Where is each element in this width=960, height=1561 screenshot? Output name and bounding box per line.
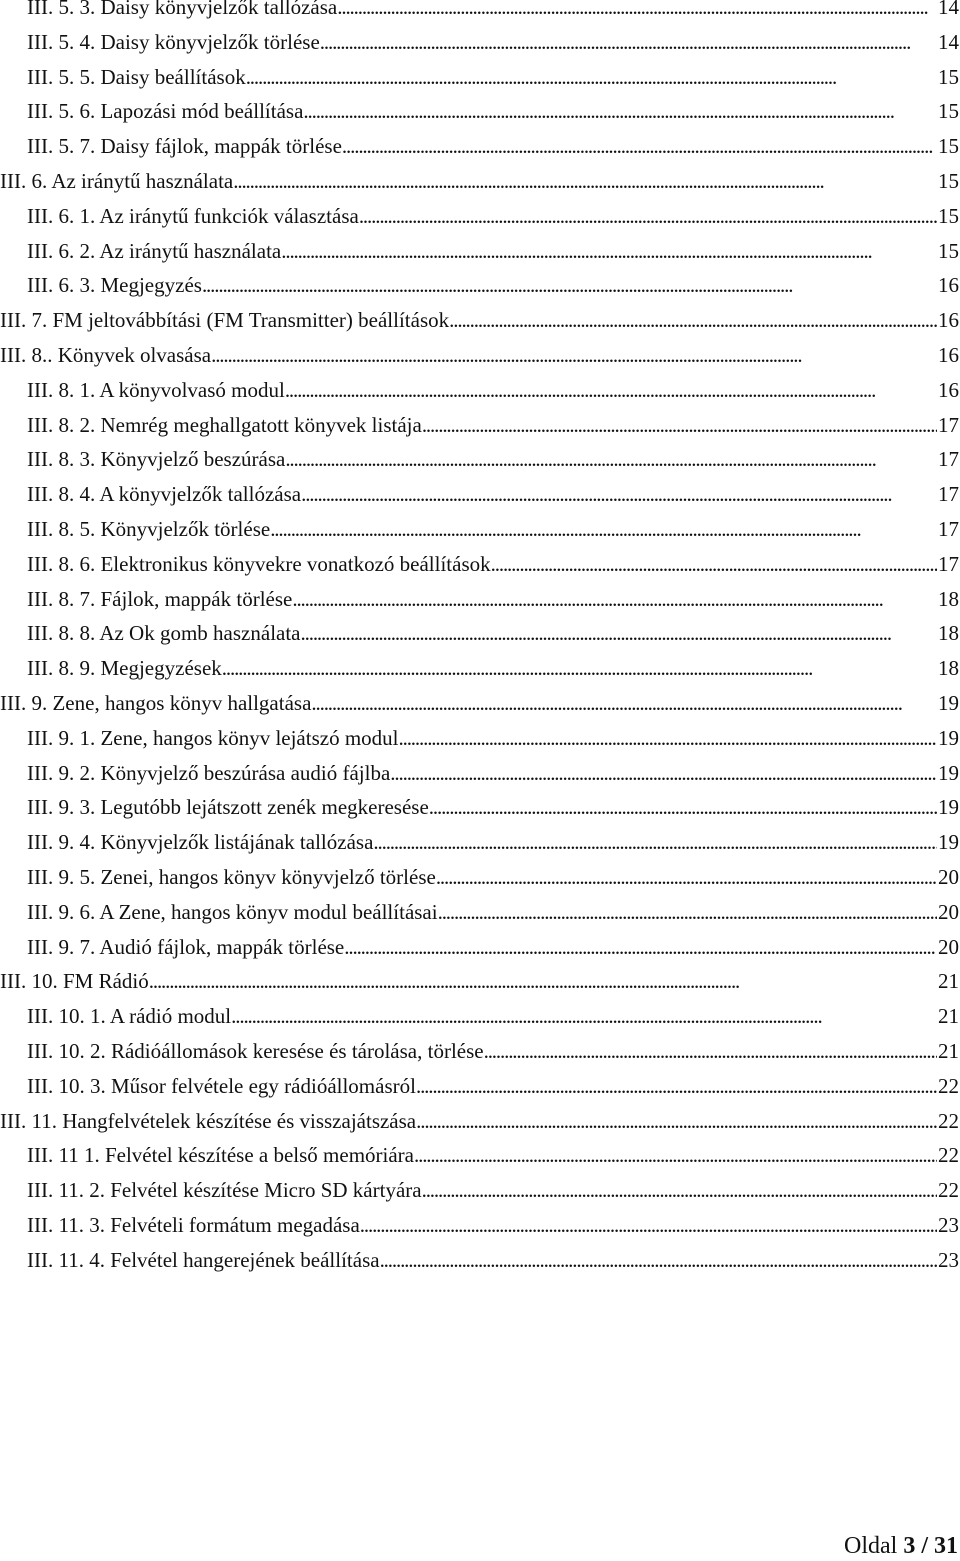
- toc-entry-page-number: 21: [938, 1038, 959, 1063]
- dot-leader: [202, 272, 937, 298]
- toc-entry-title: III. 9. 7. Audió fájlok, mappák törlése: [27, 934, 345, 959]
- toc-entry-title: III. 9. 5. Zenei, hangos könyv könyvjelző törlése: [27, 864, 436, 889]
- toc-entry-title: III. 8. 8. Az Ok gomb használata: [27, 621, 301, 646]
- toc-entry-page-number: 17: [938, 482, 959, 507]
- dot-leader: [390, 760, 937, 786]
- toc-entry-title: III. 8. 6. Elektronikus könyvekre vonatkozó beállítások: [27, 551, 491, 576]
- toc-entry-page-number: 19: [938, 830, 959, 855]
- dot-leader: [422, 1177, 937, 1203]
- toc-entry-title: III. 7. FM jeltovábbítási (FM Transmitter) beállítások: [0, 308, 450, 333]
- toc-entry-title: III. 6. Az iránytű használata: [0, 168, 234, 193]
- dot-leader: [416, 1108, 937, 1134]
- toc-entry-page-number: 14: [937, 0, 960, 20]
- toc-entry-title: III. 8. 3. Könyvjelző beszúrása: [27, 447, 286, 472]
- dot-leader: [222, 655, 937, 681]
- toc-entry-title: III. 6. 1. Az iránytű funkciók választása: [27, 203, 359, 228]
- toc-entry-page-number: 20: [938, 899, 959, 924]
- dot-leader: [270, 516, 937, 542]
- dot-leader: [246, 64, 937, 90]
- toc-entry-page-number: 17: [938, 516, 959, 541]
- toc-entry-page-number: 15: [938, 64, 959, 89]
- toc-entry-title: III. 11. 4. Felvétel hangerejének beállítása: [27, 1247, 380, 1272]
- dot-leader: [233, 168, 937, 194]
- toc-entry-title: III. 9. 1. Zene, hangos könyv lejátszó modul: [27, 725, 399, 750]
- footer-prefix: Oldal: [844, 1533, 904, 1559]
- dot-leader: [281, 238, 937, 264]
- toc-entry-page-number: 19: [938, 795, 959, 820]
- toc-entry-page-number: 17: [938, 447, 959, 472]
- footer-separator: /: [915, 1533, 934, 1559]
- toc-entry-title: III. 8. 4. A könyvjelzők tallózása: [27, 482, 302, 507]
- toc-entry-page-number: 17: [938, 551, 959, 576]
- toc-entry-page-number: 15: [938, 203, 959, 228]
- toc-entry-page-number: 23: [938, 1212, 959, 1237]
- toc-entry-page-number: 18: [938, 621, 959, 646]
- toc-entry-title: III. 11. Hangfelvételek készítése és visszajátszása: [0, 1108, 417, 1133]
- toc-entry-page-number: 22: [938, 1143, 959, 1168]
- toc-entry-page-number: 16: [938, 308, 959, 333]
- toc-entry-page-number: 18: [938, 656, 959, 681]
- toc-entry-title: III. 9. 3. Legutóbb lejátszott zenék megkeresése: [27, 795, 429, 820]
- toc-entry-title: III. 11. 2. Felvétel készítése Micro SD kártyára: [27, 1178, 422, 1203]
- toc-entry-title: III. 9. 6. A Zene, hangos könyv modul beállításai: [27, 899, 438, 924]
- toc-entry-page-number: 20: [938, 934, 959, 959]
- dot-leader: [320, 29, 937, 55]
- dot-leader: [303, 98, 937, 124]
- dot-leader: [416, 1073, 937, 1099]
- toc-entry-title: III. 10. 2. Rádióállomások keresése és tárolása, törlése: [27, 1038, 484, 1063]
- toc-entry-page-number: 15: [938, 238, 959, 263]
- footer-current-page: 3: [903, 1533, 916, 1559]
- toc-entry-title: III. 10. 1. A rádió modul: [27, 1004, 232, 1029]
- toc-entry-page-number: 16: [938, 377, 959, 402]
- toc-entry-page-number: 22: [938, 1073, 959, 1098]
- toc-entry-title: III. 11. 3. Felvételi formátum megadása: [27, 1212, 360, 1237]
- toc-entry-title: III. 9. Zene, hangos könyv hallgatása: [0, 690, 312, 715]
- toc-entry-page-number: 15: [938, 168, 959, 193]
- toc-entry-title: III. 10. FM Rádió: [0, 969, 149, 994]
- footer-total-pages: 31: [934, 1533, 958, 1559]
- toc-entry-title: III. 8. 5. Könyvjelzők törlése: [27, 516, 271, 541]
- dot-leader: [414, 1142, 937, 1168]
- dot-leader: [491, 551, 937, 577]
- toc-entry-page-number: 19: [938, 725, 959, 750]
- toc-entry-title: III. 5. 7. Daisy fájlok, mappák törlése: [27, 134, 342, 159]
- toc-entry-page-number: 20: [938, 864, 959, 889]
- toc-entry-page-number: 18: [938, 586, 959, 611]
- toc-entry-title: III. 5. 4. Daisy könyvjelzők törlése: [27, 29, 320, 54]
- dot-leader: [344, 934, 937, 960]
- toc-entry-title: III. 11 1. Felvétel készítése a belső memóriára: [27, 1143, 414, 1168]
- dot-leader: [380, 1247, 937, 1273]
- toc-entry-page-number: 15: [938, 99, 959, 124]
- toc-entry-title: III. 5. 5. Daisy beállítások: [27, 64, 246, 89]
- page-footer: [844, 1532, 958, 1560]
- toc-entry-title: III. 10. 3. Műsor felvétele egy rádióállomásról: [27, 1073, 416, 1098]
- toc-entry-title: III. 8. 1. A könyvolvasó modul: [27, 377, 285, 402]
- toc-entry-title: III. 9. 2. Könyvjelző beszúrása audió fájlba: [27, 760, 391, 785]
- dot-leader: [484, 1038, 937, 1064]
- dot-leader: [373, 829, 937, 855]
- dot-leader: [292, 586, 937, 612]
- dot-leader: [285, 446, 937, 472]
- dot-leader: [436, 864, 937, 890]
- dot-leader: [301, 481, 937, 507]
- dot-leader: [399, 725, 938, 751]
- toc-entry-page-number: 23: [938, 1247, 959, 1272]
- toc-entry-title: III. 9. 4. Könyvjelzők listájának tallózása: [27, 830, 374, 855]
- toc-entry-page-number: 22: [938, 1108, 959, 1133]
- toc-entry-title: III. 5. 3. Daisy könyvjelzők tallózása: [27, 0, 337, 20]
- toc-entry-title: III. 6. 2. Az iránytű használata: [27, 238, 282, 263]
- toc-entry-page-number: 19: [938, 760, 959, 785]
- toc-entry-page-number: 19: [938, 690, 959, 715]
- dot-leader: [342, 133, 937, 159]
- toc-entry-page-number: 16: [938, 273, 959, 298]
- dot-leader: [211, 342, 937, 368]
- toc-entry-page-number: 15: [938, 134, 959, 159]
- dot-leader: [311, 690, 937, 716]
- dot-leader: [149, 968, 937, 994]
- toc-entry-title: III. 8. 9. Megjegyzések: [27, 656, 222, 681]
- dot-leader: [438, 899, 937, 925]
- toc-entry-title: III. 8. 2. Nemrég meghallgatott könyvek listája: [27, 412, 422, 437]
- dot-leader: [285, 377, 937, 403]
- dot-leader: [231, 1003, 937, 1029]
- toc-entry-page-number: 21: [938, 1004, 959, 1029]
- toc-entry-title: III. 5. 6. Lapozási mód beállítása: [27, 99, 304, 124]
- toc-entry-page-number: 16: [938, 342, 959, 367]
- toc-entry[interactable]: [0, 1247, 960, 1288]
- dot-leader: [360, 1212, 937, 1238]
- dot-leader: [429, 794, 937, 820]
- dot-leader: [337, 0, 937, 20]
- toc-entry-title: III. 8. 7. Fájlok, mappák törlése: [27, 586, 293, 611]
- toc-entry-title: III. 6. 3. Megjegyzés: [27, 273, 202, 298]
- dot-leader: [422, 412, 937, 438]
- dot-leader: [449, 307, 937, 333]
- toc-entry-page-number: 17: [938, 412, 959, 437]
- toc-entry-page-number: 21: [938, 969, 959, 994]
- toc-entry-title: III. 8.. Könyvek olvasása: [0, 342, 212, 367]
- dot-leader: [359, 203, 937, 229]
- dot-leader: [301, 620, 937, 646]
- toc-entry-page-number: 22: [938, 1178, 959, 1203]
- toc-entry-page-number: 14: [938, 29, 959, 54]
